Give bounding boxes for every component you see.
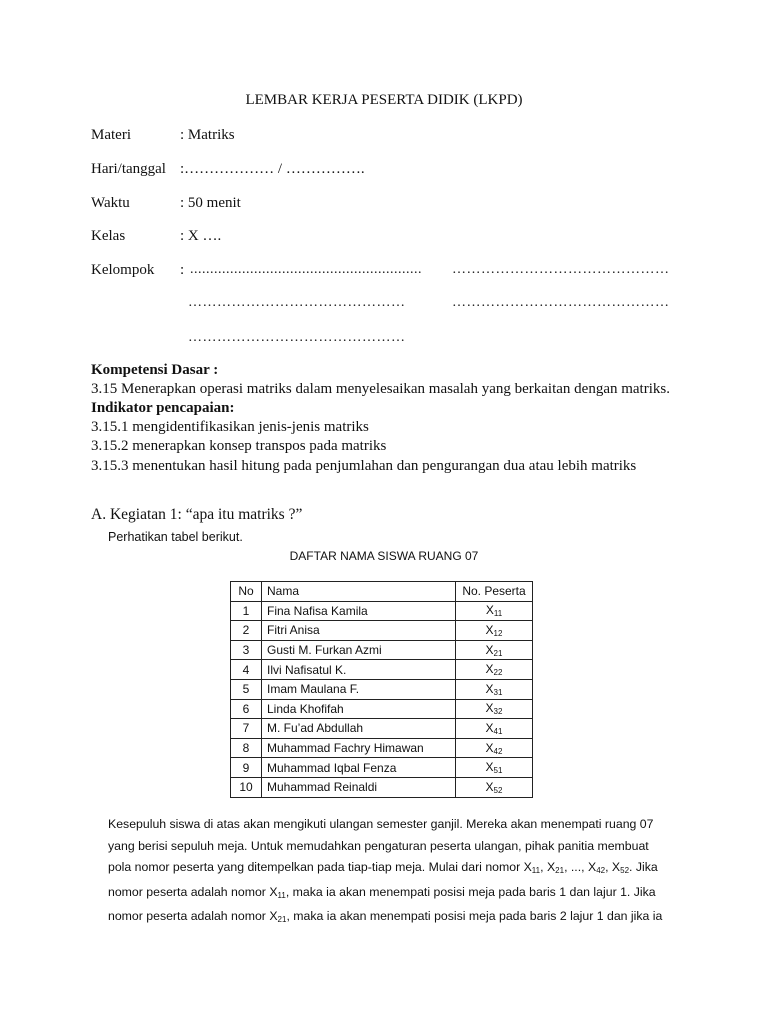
- subscript: 42: [596, 866, 606, 875]
- cell-nama: Fitri Anisa: [262, 621, 456, 641]
- cell-peserta: [456, 758, 533, 778]
- peserta-sub: 12: [493, 628, 503, 638]
- cell-nama: Muhammad Reinaldi: [262, 777, 456, 797]
- kompetensi-heading: Kompetensi Dasar :: [91, 362, 219, 378]
- kelas-value: : X ….: [180, 228, 222, 244]
- peserta-sub: 21: [493, 648, 503, 658]
- explanation-paragraph: [108, 814, 688, 931]
- table-row: [231, 640, 533, 660]
- table-row: [231, 738, 533, 758]
- kelompok-blank-1b: ………………………………………: [452, 262, 670, 277]
- kelompok-label: Kelompok: [91, 262, 155, 278]
- peserta-base: X: [485, 603, 494, 618]
- peserta-base: X: [485, 662, 494, 677]
- paragraph-line: yang berisi sepuluh meja. Untuk memudahkan pengaturan peserta ulangan, pihak panitia membuat: [108, 838, 649, 853]
- peserta-base: X: [485, 720, 494, 735]
- header-nama: Nama: [262, 582, 456, 602]
- cell-nama: M. Fu’ad Abdullah: [262, 719, 456, 739]
- paragraph-text: , X: [605, 860, 621, 874]
- cell-no: 7: [231, 719, 262, 739]
- kelas-label: Kelas: [91, 228, 126, 244]
- cell-no: 2: [231, 621, 262, 641]
- table-row: [231, 621, 533, 641]
- cell-nama: Fina Nafisa Kamila: [262, 601, 456, 621]
- kd-text: 3.15 Menerapkan operasi matriks dalam menyelesaikan masalah yang berkaitan dengan matriks.: [91, 381, 670, 397]
- paragraph-text: , X: [540, 860, 556, 874]
- cell-nama: Linda Khofifah: [262, 699, 456, 719]
- cell-peserta: [456, 660, 533, 680]
- page-title: LEMBAR KERJA PESERTA DIDIK (LKPD): [245, 92, 523, 108]
- cell-no: 9: [231, 758, 262, 778]
- table-row: [231, 660, 533, 680]
- instruction-text: Perhatikan tabel berikut.: [108, 530, 243, 544]
- peserta-sub: 41: [493, 726, 503, 736]
- kelompok-blank-1a: ..........................................................: [190, 262, 422, 277]
- indikator-item: 3.15.2 menerapkan konsep transpos pada matriks: [91, 438, 387, 454]
- paragraph-line: [108, 882, 688, 907]
- peserta-base: X: [485, 622, 494, 637]
- paragraph-text: nomor peserta adalah nomor X: [108, 909, 278, 923]
- kelompok-blank-3a: ………………………………………: [188, 330, 406, 345]
- cell-peserta: [456, 738, 533, 758]
- header-peserta: No. Peserta: [456, 582, 533, 602]
- paragraph-line: [108, 857, 688, 882]
- cell-peserta: [456, 601, 533, 621]
- kegiatan-heading: A. Kegiatan 1: “apa itu matriks ?”: [91, 506, 303, 523]
- peserta-sub: 52: [493, 785, 503, 795]
- cell-peserta: [456, 699, 533, 719]
- cell-nama: Muhammad Fachry Himawan: [262, 738, 456, 758]
- table-row: [231, 777, 533, 797]
- cell-nama: Muhammad Iqbal Fenza: [262, 758, 456, 778]
- indikator-item: 3.15.3 menentukan hasil hitung pada penjumlahan dan pengurangan dua atau lebih matriks: [91, 458, 637, 474]
- waktu-value: : 50 menit: [180, 195, 241, 211]
- cell-peserta: [456, 719, 533, 739]
- cell-no: 5: [231, 679, 262, 699]
- subscript: 11: [277, 890, 286, 900]
- kelompok-blank-2b: ………………………………………: [452, 295, 670, 310]
- paragraph-text: , maka ia akan menempati posisi meja pada baris 1 dan lajur 1. Jika: [285, 884, 656, 899]
- cell-no: 6: [231, 699, 262, 719]
- peserta-sub: 22: [493, 668, 503, 678]
- cell-peserta: [456, 621, 533, 641]
- peserta-sub: 31: [493, 687, 503, 697]
- cell-no: 4: [231, 660, 262, 680]
- indikator-heading: Indikator pencapaian:: [91, 400, 235, 416]
- paragraph-text: , maka ia akan menempati posisi meja pada baris 2 lajur 1 dan jika ia: [286, 909, 663, 923]
- cell-no: 10: [231, 777, 262, 797]
- paragraph-text: pola nomor peserta yang ditempelkan pada tiap-tiap meja. Mulai dari nomor X: [108, 860, 532, 874]
- subscript: 11: [531, 866, 541, 875]
- cell-no: 1: [231, 601, 262, 621]
- hari-value: :……………… / …………….: [180, 161, 365, 177]
- peserta-sub: 32: [493, 707, 503, 717]
- waktu-label: Waktu: [91, 195, 130, 211]
- student-table: [230, 581, 533, 798]
- cell-nama: Ilvi Nafisatul K.: [262, 660, 456, 680]
- peserta-base: X: [485, 681, 494, 696]
- cell-peserta: [456, 679, 533, 699]
- peserta-base: X: [485, 740, 494, 755]
- paragraph-line: [108, 906, 688, 931]
- table-title: DAFTAR NAMA SISWA RUANG 07: [289, 549, 479, 563]
- paragraph-text: , ..., X: [564, 860, 597, 874]
- materi-value: : Matriks: [180, 127, 235, 143]
- peserta-sub: 42: [493, 746, 503, 756]
- subscript: 52: [620, 866, 630, 875]
- subscript: 21: [277, 915, 287, 924]
- cell-no: 8: [231, 738, 262, 758]
- table-row: [231, 758, 533, 778]
- header-no: No: [231, 582, 262, 602]
- kelompok-blank-2a: ………………………………………: [188, 295, 406, 310]
- cell-nama: Gusti M. Furkan Azmi: [262, 640, 456, 660]
- paragraph-text: nomor peserta adalah nomor X: [108, 884, 278, 899]
- cell-peserta: [456, 777, 533, 797]
- table-header-row: [231, 582, 533, 602]
- table-row: [231, 719, 533, 739]
- peserta-base: X: [485, 779, 494, 794]
- materi-label: Materi: [91, 127, 131, 143]
- cell-nama: Imam Maulana F.: [262, 679, 456, 699]
- peserta-base: X: [485, 760, 494, 775]
- indikator-item: 3.15.1 mengidentifikasikan jenis-jenis matriks: [91, 419, 369, 435]
- paragraph-text: . Jika: [629, 860, 658, 874]
- peserta-sub: 11: [493, 609, 503, 619]
- paragraph-line: Kesepuluh siswa di atas akan mengikuti ulangan semester ganjil. Mereka akan menempati ruang 07: [108, 817, 654, 831]
- cell-peserta: [456, 640, 533, 660]
- subscript: 21: [555, 866, 565, 875]
- hari-label: Hari/tanggal: [91, 161, 166, 177]
- table-row: [231, 699, 533, 719]
- peserta-base: X: [485, 642, 494, 657]
- table-row: [231, 679, 533, 699]
- cell-no: 3: [231, 640, 262, 660]
- peserta-sub: 51: [493, 766, 503, 776]
- peserta-base: X: [485, 701, 494, 716]
- table-row: [231, 601, 533, 621]
- kelompok-colon: :: [180, 262, 185, 278]
